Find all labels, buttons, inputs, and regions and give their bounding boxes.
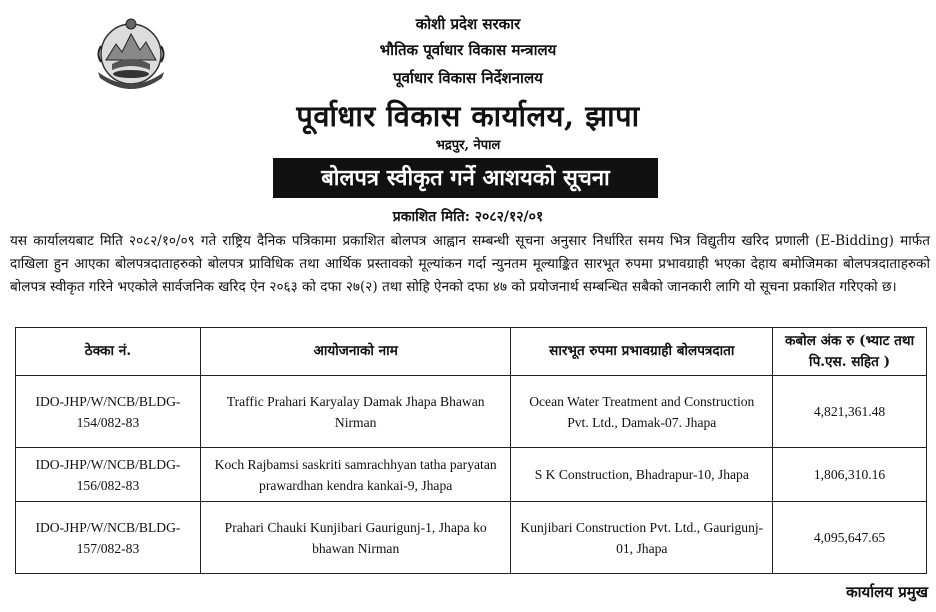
contract-no-cell: IDO-JHP/W/NCB/BLDG-157/082-83 xyxy=(16,502,201,574)
table-header-row xyxy=(16,328,927,376)
office-name: पूर्वाधार विकास कार्यालय, झापा xyxy=(296,99,640,133)
column-header-bid-amount: कबोल अंक रु (भ्याट तथा पि.एस. सहित ) xyxy=(773,328,927,376)
project-name-cell: Prahari Chauki Kunjibari Gaurigunj-1, Jhapa ko bhawan Nirman xyxy=(200,502,511,574)
ministry-name: भौतिक पूर्वाधार विकास मन्त्रालय xyxy=(379,41,557,59)
bid-amount-cell: 1,806,310.16 xyxy=(773,448,927,502)
bid-amount-cell: 4,095,647.65 xyxy=(773,502,927,574)
notice-title: बोलपत्र स्वीकृत गर्ने आशयको सूचना xyxy=(273,158,658,198)
office-address: भद्रपुर, नेपाल xyxy=(435,138,501,153)
bidder-cell: S K Construction, Bhadrapur-10, Jhapa xyxy=(511,448,773,502)
column-header-project-name: आयोजनाको नाम xyxy=(200,328,511,376)
government-name: कोशी प्रदेश सरकार xyxy=(415,15,521,33)
table-row xyxy=(16,448,927,502)
bidder-cell: Kunjibari Construction Pvt. Ltd., Gaurigunj-01, Jhapa xyxy=(511,502,773,574)
tender-table xyxy=(15,327,927,574)
bidder-cell: Ocean Water Treatment and Construction Pvt. Ltd., Damak-07. Jhapa xyxy=(511,376,773,448)
column-header-bidder: सारभूत रुपमा प्रभावग्राही बोलपत्रदाता xyxy=(511,328,773,376)
contract-no-cell: IDO-JHP/W/NCB/BLDG-156/082-83 xyxy=(16,448,201,502)
column-header-contract-no: ठेक्का नं. xyxy=(16,328,201,376)
project-name-cell: Traffic Prahari Karyalay Damak Jhapa Bhawan Nirman xyxy=(200,376,511,448)
table-row xyxy=(16,376,927,448)
bid-amount-cell: 4,821,361.48 xyxy=(773,376,927,448)
table-row xyxy=(16,502,927,574)
published-date: प्रकाशित मिति: २०८२/१२/०१ xyxy=(392,209,544,225)
contract-no-cell: IDO-JHP/W/NCB/BLDG-154/082-83 xyxy=(16,376,201,448)
notice-body: यस कार्यालयबाट मिति २०८२/१०/०९ गते राष्ट्रिय दैनिक पत्रिकामा प्रकाशित बोलपत्र आह्वान सम्बन्धी सूचना अनुसार निर्धारित समय भित्र विद्युतीय खरिद प्रणाली (E-Bidding) मार्फत दाखिला हुन आएका बोलपत्रदाताहरुको बोलपत्र प्राविधिक तथा आर्थिक प्रस्तावको मूल्यांकन गर्दा न्युनतम मूल्याङ्कित सारभूत रुपमा प्रभावग्राही भएका देहाय बमोजिमका बोलपत्रदाताहरुको बोलपत्र स्वीकृत गरिने भएकोले सार्वजनिक खरिद ऐन २०६३ को दफा २७(२) तथा सोहि ऐनको दफा ४७ को प्रयोजनार्थ सम्बन्धित सबैको जानकारी लागि यो सूचना प्रकाशित गरिएको छ। xyxy=(10,233,931,295)
office-chief-signoff: कार्यालय प्रमुख xyxy=(846,583,928,601)
project-name-cell: Koch Rajbamsi saskriti samrachhyan tatha paryatan prawardhan kendra kankai-9, Jhapa xyxy=(200,448,511,502)
directorate-name: पूर्वाधार विकास निर्देशनालय xyxy=(393,69,543,87)
